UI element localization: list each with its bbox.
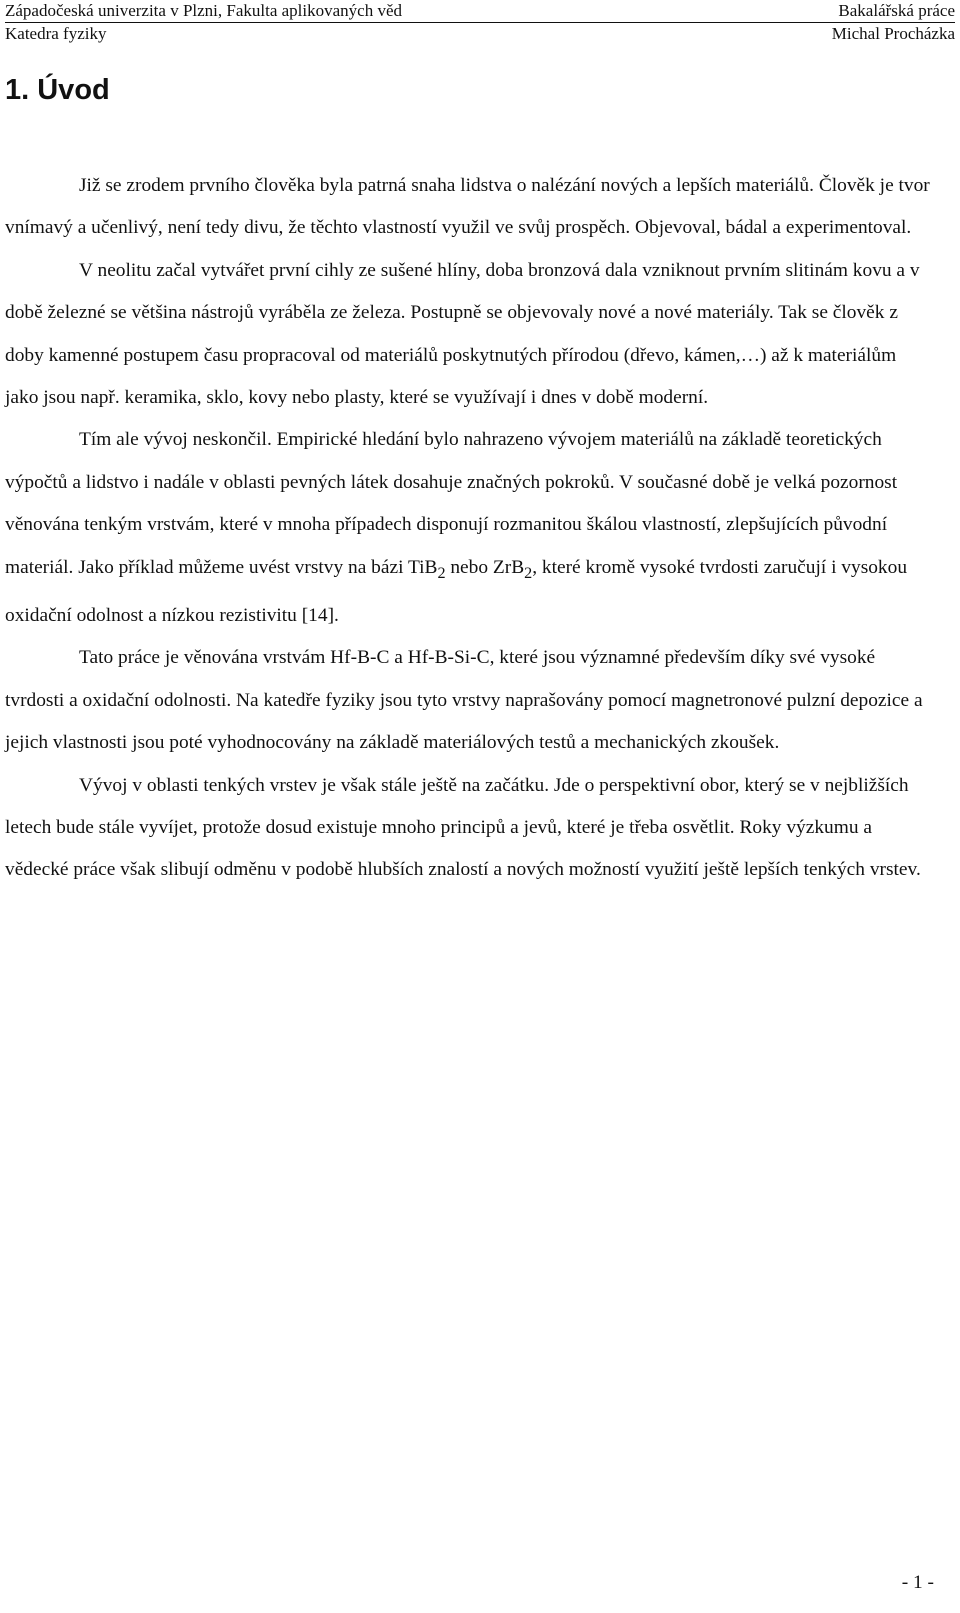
page-header	[5, 0, 955, 45]
header-row-top	[5, 0, 955, 23]
paragraph-2: V neolitu začal vytvářet první cihly ze sušené hlíny, doba bronzová dala vzniknout prvním slitinám kovu a v době železné se většina nástrojů vyráběla ze železa. Postupně se objevovaly nové a nové materiály. Tak se člověk z doby kamenné postupem času propracoval od materiálů poskytnutých přírodou (dřevo, kámen,…) až k materiálům jako jsou např. keramika, sklo, kovy nebo plasty, které se využívají i dnes v době moderní.	[5, 259, 920, 409]
header-university: Západočeská univerzita v Plzni, Fakulta aplikovaných věd	[5, 1, 403, 20]
header-row-bottom	[5, 23, 955, 45]
chapter-body	[5, 165, 930, 892]
header-author: Michal Procházka	[831, 24, 955, 43]
chapter-title: 1. Úvod	[5, 74, 110, 106]
paragraph-3-text-b: nebo ZrB	[445, 556, 525, 578]
header-thesis-type: Bakalářská práce	[838, 1, 955, 20]
paragraph-1: Již se zrodem prvního člověka byla patrná snaha lidstva o nalézání nových a lepších materiálů. Člověk je tvor vnímavý a učenlivý, není tedy divu, že těchto vlastností využil ve svůj prospěch. Objevoval, bádal a experimentoval.	[5, 175, 930, 239]
paragraph-4: Tato práce je věnována vrstvám Hf-B-C a Hf-B-Si-C, které jsou významné především díky své vysoké tvrdosti a oxidační odolnosti. Na katedře fyziky jsou tyto vrstvy naprašovány pomocí magnetronové pulzní depozice a jejich vlastnosti jsou poté vyhodnocovány na základě materiálových testů a mechanických zkoušek.	[5, 647, 923, 754]
page-number: - 1 -	[901, 1572, 934, 1593]
paragraph-3-text-c: , které kromě vysoké tvrdosti zaručují i vysokou oxidační odolnost a nízkou rezistivitu [14].	[5, 556, 908, 626]
tib2-subscript: 2	[437, 564, 446, 582]
paragraph-3	[5, 419, 930, 637]
paragraph-3-text-a: Tím ale vývoj neskončil. Empirické hledání bylo nahrazeno vývojem materiálů na základě teoretických výpočtů a lidstvo i nadále v oblasti pevných látek dosahuje značných pokroků. V současné době je velká pozornost věnována tenkým vrstvám, které v mnoha případech disponují rozmanitou škálou vlastností, zlepšujících původní materiál. Jako příklad můžeme uvést vrstvy na bázi TiB	[5, 429, 898, 578]
zrb2-subscript: 2	[524, 564, 533, 582]
header-department: Katedra fyziky	[5, 24, 107, 43]
paragraph-5: Vývoj v oblasti tenkých vrstev je však stále ještě na začátku. Jde o perspektivní obor, který se v nejbližších letech bude stále vyvíjet, protože dosud existuje mnoho principů a jevů, které je třeba osvětlit. Roky výzkumu a vědecké práce však slibují odměnu v podobě hlubších znalostí a nových možností využití ještě lepších tenkých vrstev.	[5, 774, 921, 881]
